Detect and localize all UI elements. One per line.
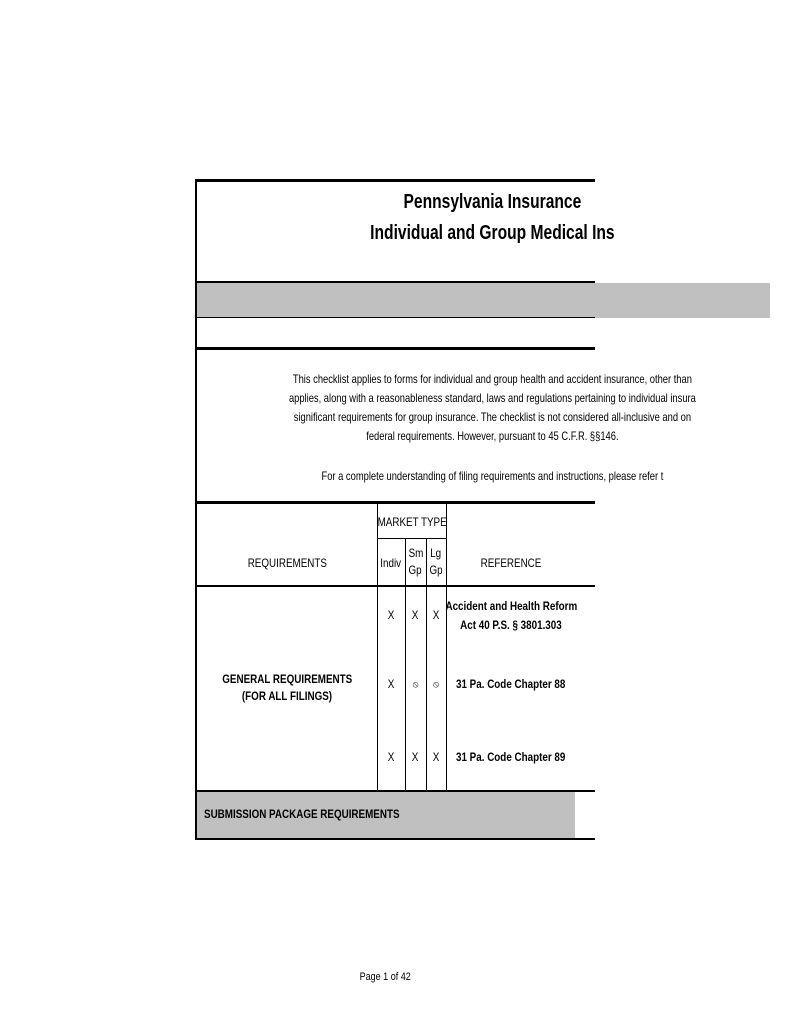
market-type-header: MARKET TYPE bbox=[377, 515, 447, 529]
intro-line-4: federal requirements. However, pursuant to 45 C.F.R. §§146. bbox=[366, 429, 619, 443]
table-row-1-lg: X bbox=[432, 608, 440, 622]
page-title-line1: Pennsylvania Insurance bbox=[403, 191, 582, 213]
table-row-3-sm: X bbox=[412, 750, 419, 764]
table-row-3-lg: X bbox=[432, 750, 440, 764]
title-bottom-rule bbox=[195, 281, 595, 283]
table-row-3-indiv: X bbox=[387, 750, 395, 764]
table-row-1-indiv: X bbox=[387, 608, 395, 622]
page-number: Page 1 of 42 bbox=[359, 971, 411, 983]
table-row-2-sm: ⦸ bbox=[412, 678, 419, 689]
intro-line-2: applies, along with a reasonableness standard, laws and regulations pertaining to individual insura bbox=[288, 391, 696, 405]
intro-note: For a complete understanding of filing requirements and instructions, please refer t bbox=[321, 469, 664, 483]
section-label-general: GENERAL REQUIREMENTS (FOR ALL FILINGS) bbox=[222, 672, 352, 703]
page-title-line2: Individual and Group Medical Ins bbox=[370, 222, 615, 244]
table-row-1-sm: X bbox=[412, 608, 419, 622]
left-border bbox=[195, 179, 197, 840]
top-rule bbox=[195, 179, 595, 182]
lg-gp-header: Lg Gp bbox=[429, 546, 443, 577]
table-row-1-reference: Accident and Health Reform Act 40 P.S. § 3801.303 bbox=[445, 599, 577, 632]
band-bottom-rule bbox=[195, 317, 595, 318]
sm-gp-header: Sm Gp bbox=[408, 546, 423, 577]
header-bottom-rule bbox=[195, 585, 595, 587]
table-row-2-indiv: X bbox=[387, 677, 395, 691]
requirements-header: REQUIREMENTS bbox=[247, 556, 327, 570]
table-row-3-reference: 31 Pa. Code Chapter 89 bbox=[456, 750, 566, 764]
submission-bottom-rule bbox=[195, 838, 595, 840]
intro-line-1: This checklist applies to forms for individual and group health and accident insurance, other than bbox=[292, 372, 692, 386]
table-row-2-lg: ⦸ bbox=[433, 678, 439, 689]
intro-top-rule bbox=[195, 347, 595, 350]
indiv-header: Indiv bbox=[380, 556, 402, 570]
intro-line-3: significant requirements for group insurance. The checklist is not considered all-inclusive and on bbox=[293, 410, 692, 424]
reference-header: REFERENCE bbox=[480, 556, 542, 570]
market-type-underline bbox=[377, 538, 447, 539]
table-top-rule bbox=[195, 501, 595, 504]
submission-header: SUBMISSION PACKAGE REQUIREMENTS bbox=[204, 807, 400, 821]
table-row-2-reference: 31 Pa. Code Chapter 88 bbox=[456, 677, 566, 691]
